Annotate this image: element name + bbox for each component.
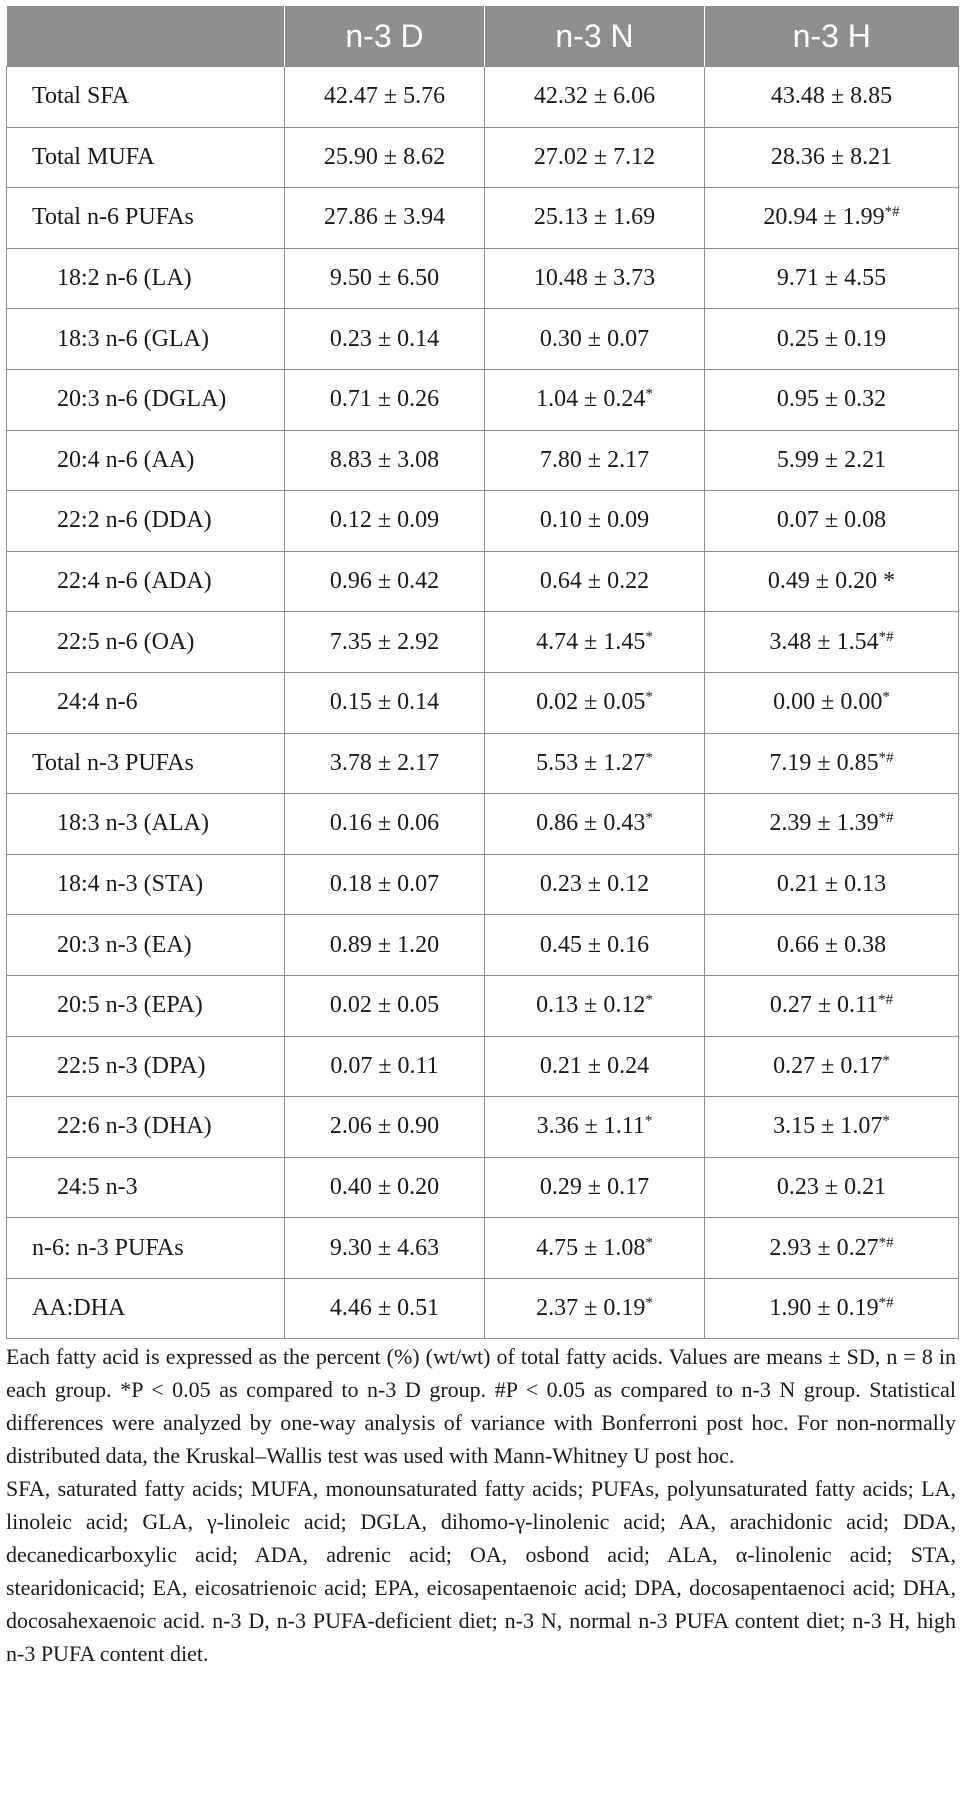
cell-n3-n: [485, 551, 705, 612]
cell-value: 0.49 ± 0.20 *: [767, 568, 896, 595]
cell-value: 0.66 ± 0.38: [776, 931, 887, 958]
cell-n3-n: [485, 188, 705, 249]
cell-n3-h: [705, 975, 959, 1036]
cell-n3-d: [285, 551, 485, 612]
cell-value: 2.06 ± 0.90: [329, 1113, 440, 1140]
table-row: [7, 915, 959, 976]
cell-value: 7.80 ± 2.17: [539, 446, 650, 473]
table-row: [7, 975, 959, 1036]
cell-n3-n: [485, 309, 705, 370]
cell-n3-n: [485, 1278, 705, 1339]
significance-marker: *: [882, 689, 890, 706]
cell-n3-n: [485, 491, 705, 552]
row-label: 18:2 n-6 (LA): [7, 248, 285, 309]
cell-value: 4.74 ± 1.45: [536, 628, 646, 655]
row-label: 20:4 n-6 (AA): [7, 430, 285, 491]
significance-marker: *#: [884, 204, 900, 221]
cell-n3-d: [285, 794, 485, 855]
cell-n3-d: [285, 1157, 485, 1218]
cell-n3-n: [485, 794, 705, 855]
table-row: [7, 1218, 959, 1279]
table-row: [7, 127, 959, 188]
row-label: 24:5 n-3: [7, 1157, 285, 1218]
cell-n3-d: [285, 309, 485, 370]
table-header-row: [7, 6, 959, 67]
cell-value: 4.46 ± 0.51: [329, 1295, 440, 1322]
cell-value: 0.45 ± 0.16: [539, 931, 650, 958]
cell-value: 0.29 ± 0.17: [539, 1173, 650, 1200]
cell-n3-n: [485, 1036, 705, 1097]
cell-value: 2.39 ± 1.39: [769, 810, 879, 837]
cell-n3-h: [705, 309, 959, 370]
row-label: 18:3 n-3 (ALA): [7, 794, 285, 855]
significance-marker: *: [645, 810, 653, 827]
table-row: [7, 248, 959, 309]
cell-value: 3.78 ± 2.17: [329, 749, 440, 776]
cell-n3-d: [285, 369, 485, 430]
cell-n3-d: [285, 854, 485, 915]
cell-value: 20.94 ± 1.99: [763, 204, 885, 231]
table-row: [7, 733, 959, 794]
cell-value: 25.13 ± 1.69: [533, 204, 656, 231]
significance-marker: *#: [878, 1295, 894, 1312]
cell-value: 0.71 ± 0.26: [329, 386, 440, 413]
cell-value: 28.36 ± 8.21: [770, 143, 893, 170]
table-row: [7, 1036, 959, 1097]
cell-value: 25.90 ± 8.62: [323, 143, 446, 170]
cell-value: 4.75 ± 1.08: [536, 1234, 646, 1261]
table-footnotes: [6, 1340, 956, 1670]
cell-value: 0.40 ± 0.20: [329, 1173, 440, 1200]
cell-n3-n: [485, 248, 705, 309]
table-row: [7, 67, 959, 128]
cell-n3-n: [485, 67, 705, 128]
row-label: 20:5 n-3 (EPA): [7, 975, 285, 1036]
cell-value: 3.15 ± 1.07: [773, 1113, 883, 1140]
row-label: AA:DHA: [7, 1278, 285, 1339]
cell-n3-h: [705, 612, 959, 673]
cell-n3-d: [285, 1278, 485, 1339]
cell-value: 2.37 ± 0.19: [536, 1295, 646, 1322]
cell-value: 0.23 ± 0.21: [776, 1173, 887, 1200]
cell-value: 0.86 ± 0.43: [536, 810, 646, 837]
row-label: 22:4 n-6 (ADA): [7, 551, 285, 612]
cell-value: 3.48 ± 1.54: [769, 628, 879, 655]
cell-n3-d: [285, 612, 485, 673]
fatty-acid-table: [6, 6, 959, 1339]
cell-n3-d: [285, 1036, 485, 1097]
header-row-label: [7, 6, 285, 67]
cell-n3-d: [285, 248, 485, 309]
cell-value: 0.00 ± 0.00: [773, 689, 883, 716]
table-row: [7, 188, 959, 249]
cell-value: 5.99 ± 2.21: [776, 446, 887, 473]
cell-value: 0.13 ± 0.12: [536, 992, 646, 1019]
cell-value: 27.86 ± 3.94: [323, 204, 446, 231]
significance-marker: *: [645, 1295, 653, 1312]
cell-value: 0.25 ± 0.19: [776, 325, 887, 352]
cell-n3-d: [285, 733, 485, 794]
row-label: 20:3 n-3 (EA): [7, 915, 285, 976]
row-label: Total MUFA: [7, 127, 285, 188]
cell-value: 43.48 ± 8.85: [770, 83, 893, 110]
significance-marker: *: [645, 689, 653, 706]
significance-marker: *: [645, 749, 653, 766]
cell-value: 0.23 ± 0.14: [329, 325, 440, 352]
row-label: 22:5 n-6 (OA): [7, 612, 285, 673]
table-row: [7, 551, 959, 612]
table-row: [7, 672, 959, 733]
footnote-statistics: Each fatty acid is expressed as the percent (%) (wt/wt) of total fatty acids. Values are means ± SD, n = 8 in each group. *P < 0.05 as compared to n-3 D group. #P < 0.05 as compared to n-3 N group. Statistical differences were analyzed by one-way analysis of variance with Bonferroni post hoc. For non-normally distributed data, the Kruskal–Wallis test was used with Mann-Whitney U post hoc.: [6, 1344, 956, 1468]
significance-marker: *: [645, 386, 653, 403]
cell-n3-n: [485, 1097, 705, 1158]
cell-value: 0.64 ± 0.22: [539, 568, 650, 595]
cell-n3-n: [485, 369, 705, 430]
table-row: [7, 369, 959, 430]
table-row: [7, 309, 959, 370]
table-row: [7, 1097, 959, 1158]
cell-n3-h: [705, 1218, 959, 1279]
cell-value: 7.19 ± 0.85: [769, 749, 879, 776]
header-n3-n: n-3 N: [485, 6, 705, 67]
cell-value: 9.50 ± 6.50: [329, 265, 440, 292]
significance-marker: *: [644, 1113, 653, 1130]
cell-n3-h: [705, 188, 959, 249]
cell-value: 0.12 ± 0.09: [329, 507, 440, 534]
table-row: [7, 430, 959, 491]
table-row: [7, 1278, 959, 1339]
cell-value: 1.04 ± 0.24: [536, 386, 646, 413]
cell-value: 0.07 ± 0.11: [330, 1052, 439, 1079]
cell-value: 2.93 ± 0.27: [769, 1234, 879, 1261]
significance-marker: *: [645, 628, 653, 645]
table-row: [7, 854, 959, 915]
cell-value: 0.10 ± 0.09: [539, 507, 650, 534]
cell-value: 0.89 ± 1.20: [329, 931, 440, 958]
cell-value: 0.02 ± 0.05: [536, 689, 646, 716]
cell-value: 42.32 ± 6.06: [533, 83, 656, 110]
cell-n3-n: [485, 733, 705, 794]
cell-n3-n: [485, 975, 705, 1036]
cell-n3-h: [705, 733, 959, 794]
significance-marker: *#: [878, 749, 894, 766]
significance-marker: *#: [878, 992, 894, 1009]
cell-value: 0.21 ± 0.24: [539, 1052, 650, 1079]
header-n3-d: n-3 D: [285, 6, 485, 67]
cell-value: 9.30 ± 4.63: [329, 1234, 440, 1261]
cell-n3-h: [705, 430, 959, 491]
cell-n3-d: [285, 67, 485, 128]
cell-n3-h: [705, 551, 959, 612]
cell-value: 0.95 ± 0.32: [776, 386, 887, 413]
cell-value: 0.16 ± 0.06: [329, 810, 440, 837]
cell-value: 0.23 ± 0.12: [539, 871, 650, 898]
significance-marker: *: [882, 1113, 890, 1130]
fatty-acid-table-container: [6, 6, 958, 1339]
row-label: Total n-3 PUFAs: [7, 733, 285, 794]
row-label: Total SFA: [7, 67, 285, 128]
cell-value: 0.07 ± 0.08: [776, 507, 887, 534]
table-row: [7, 1157, 959, 1218]
cell-n3-h: [705, 67, 959, 128]
footnote-abbreviations: SFA, saturated fatty acids; MUFA, monounsaturated fatty acids; PUFAs, polyunsaturated fatty acids; LA, linoleic acid; GLA, γ-linoleic acid; DGLA, dihomo-γ-linolenic acid; AA, arachidonic acid; DDA, decanedicarboxylic acid; ADA, adrenic acid; OA, osbond acid; ALA, α-linolenic acid; STA, stearidonicacid; EA, eicosatrienoic acid; EPA, eicosapentaenoic acid; DPA, docosapentaenoci acid; DHA, docosahexaenoic acid. n-3 D, n-3 PUFA-deficient diet; n-3 N, normal n-3 PUFA content diet; n-3 H, high n-3 PUFA content diet.: [6, 1476, 956, 1666]
cell-n3-d: [285, 672, 485, 733]
cell-value: 8.83 ± 3.08: [329, 446, 440, 473]
cell-n3-d: [285, 491, 485, 552]
cell-n3-n: [485, 430, 705, 491]
cell-n3-h: [705, 248, 959, 309]
table-row: [7, 794, 959, 855]
cell-value: 7.35 ± 2.92: [329, 628, 440, 655]
cell-n3-h: [705, 369, 959, 430]
cell-value: 0.02 ± 0.05: [329, 992, 440, 1019]
cell-value: 1.90 ± 0.19: [769, 1295, 879, 1322]
table-row: [7, 612, 959, 673]
cell-n3-h: [705, 672, 959, 733]
table-body: [7, 67, 959, 1339]
cell-value: 0.96 ± 0.42: [329, 568, 440, 595]
row-label: 20:3 n-6 (DGLA): [7, 369, 285, 430]
cell-value: 0.30 ± 0.07: [539, 325, 650, 352]
significance-marker: *#: [878, 628, 894, 645]
cell-n3-d: [285, 1218, 485, 1279]
cell-n3-n: [485, 612, 705, 673]
row-label: 18:4 n-3 (STA): [7, 854, 285, 915]
cell-value: 0.27 ± 0.17: [773, 1052, 883, 1079]
cell-value: 0.27 ± 0.11: [769, 992, 879, 1019]
significance-marker: *#: [878, 810, 894, 827]
cell-n3-d: [285, 915, 485, 976]
cell-n3-h: [705, 1278, 959, 1339]
cell-value: 0.21 ± 0.13: [776, 871, 887, 898]
cell-value: 10.48 ± 3.73: [533, 265, 656, 292]
cell-value: 3.36 ± 1.11: [536, 1113, 645, 1140]
cell-value: 5.53 ± 1.27: [536, 749, 646, 776]
cell-n3-d: [285, 1097, 485, 1158]
row-label: 22:2 n-6 (DDA): [7, 491, 285, 552]
table-row: [7, 491, 959, 552]
row-label: 22:5 n-3 (DPA): [7, 1036, 285, 1097]
cell-n3-n: [485, 1218, 705, 1279]
cell-n3-d: [285, 188, 485, 249]
cell-n3-h: [705, 127, 959, 188]
cell-n3-h: [705, 1036, 959, 1097]
cell-n3-n: [485, 672, 705, 733]
cell-n3-h: [705, 1097, 959, 1158]
significance-marker: *: [645, 1234, 653, 1251]
cell-n3-n: [485, 127, 705, 188]
cell-value: 27.02 ± 7.12: [533, 143, 656, 170]
row-label: 22:6 n-3 (DHA): [7, 1097, 285, 1158]
cell-n3-d: [285, 430, 485, 491]
cell-n3-h: [705, 915, 959, 976]
cell-n3-n: [485, 854, 705, 915]
cell-value: 42.47 ± 5.76: [323, 83, 446, 110]
cell-value: 0.15 ± 0.14: [329, 689, 440, 716]
cell-value: 0.18 ± 0.07: [329, 871, 440, 898]
significance-marker: *: [882, 1052, 890, 1069]
cell-n3-h: [705, 491, 959, 552]
cell-n3-n: [485, 915, 705, 976]
row-label: n-6: n-3 PUFAs: [7, 1218, 285, 1279]
significance-marker: *: [645, 992, 653, 1009]
header-n3-h: n-3 H: [705, 6, 959, 67]
cell-n3-n: [485, 1157, 705, 1218]
cell-n3-d: [285, 975, 485, 1036]
row-label: 18:3 n-6 (GLA): [7, 309, 285, 370]
row-label: 24:4 n-6: [7, 672, 285, 733]
cell-n3-h: [705, 854, 959, 915]
row-label: Total n-6 PUFAs: [7, 188, 285, 249]
cell-n3-h: [705, 794, 959, 855]
significance-marker: *#: [878, 1234, 894, 1251]
cell-value: 9.71 ± 4.55: [776, 265, 887, 292]
cell-n3-h: [705, 1157, 959, 1218]
cell-n3-d: [285, 127, 485, 188]
